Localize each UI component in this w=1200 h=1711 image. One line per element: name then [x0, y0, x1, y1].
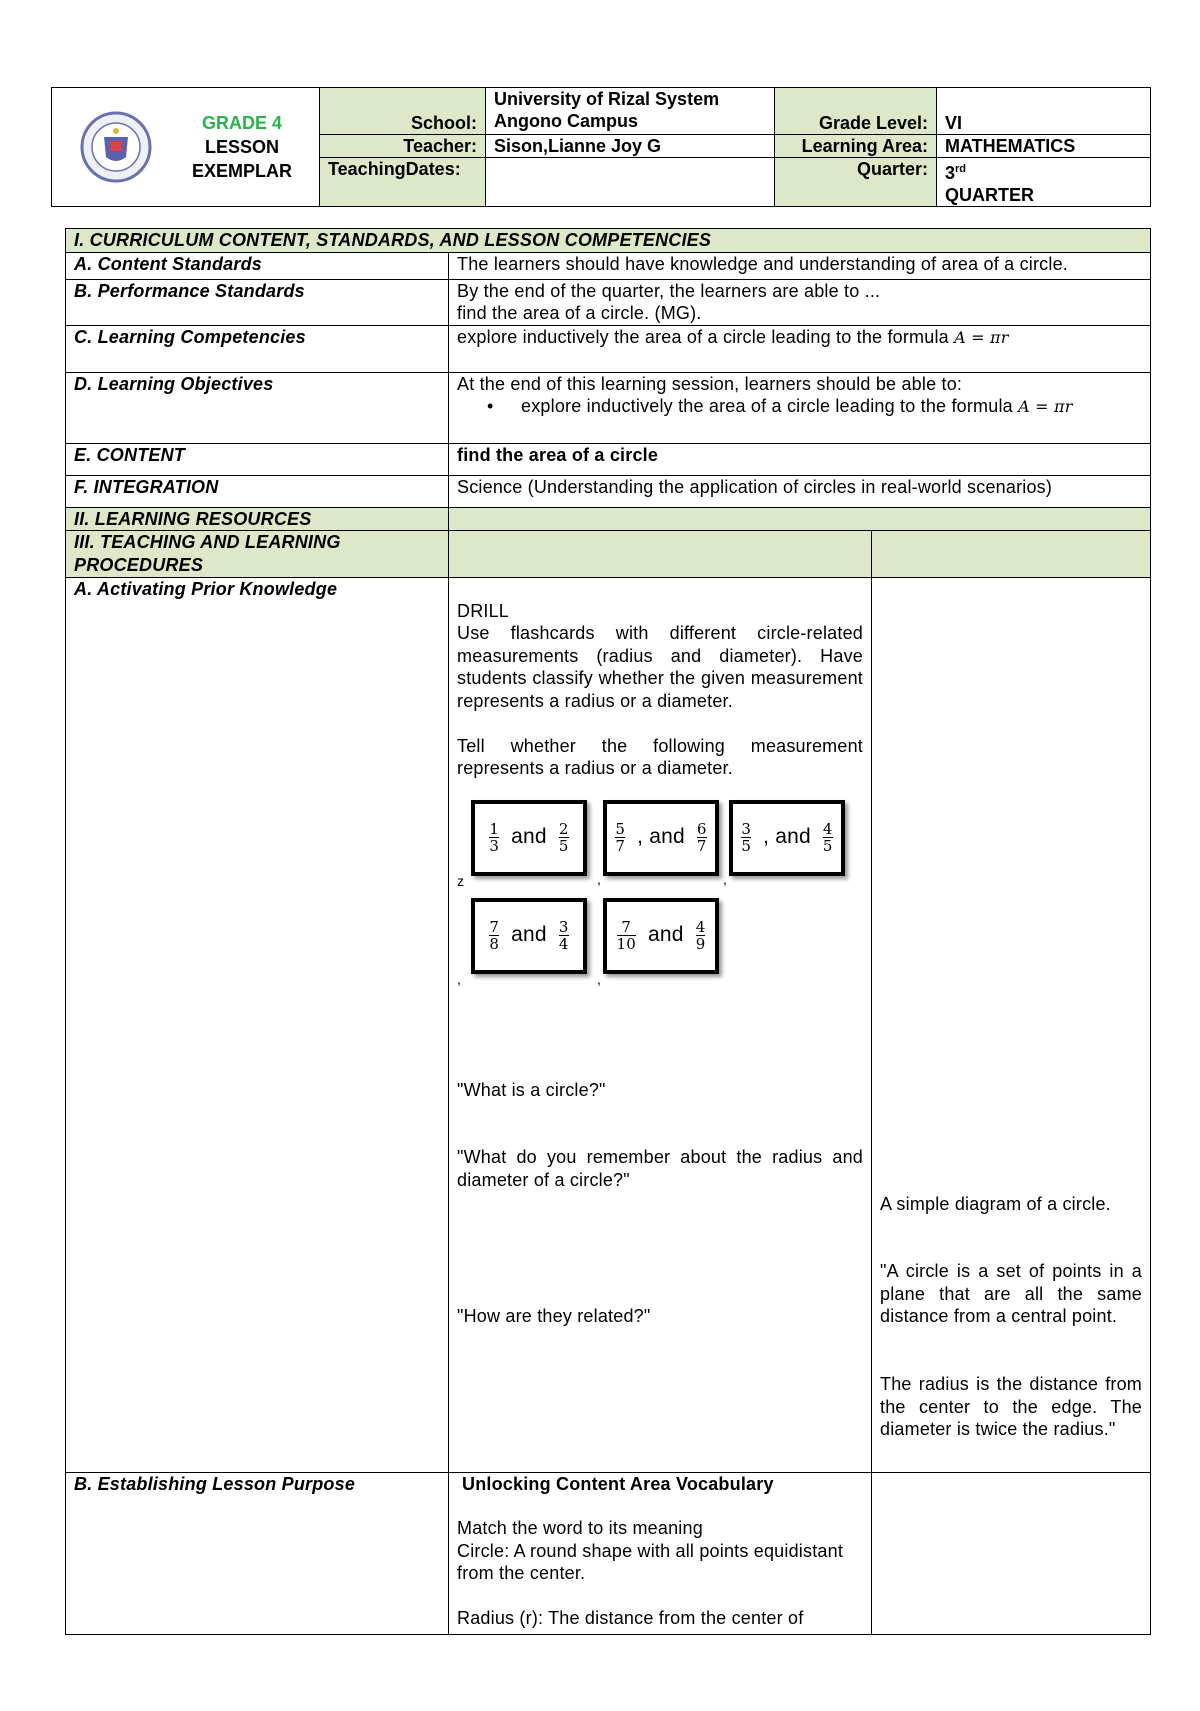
fraction-separator: and: [642, 923, 690, 947]
grade-level-value: VI: [937, 88, 1151, 135]
performance-standards-label: B. Performance Standards: [66, 279, 449, 325]
fraction-separator: and: [505, 825, 553, 849]
fraction: [489, 919, 499, 952]
numerator: 3: [741, 820, 752, 839]
fraction: [823, 821, 833, 854]
learning-competencies-value: [449, 325, 1151, 372]
dates-value: [486, 158, 775, 207]
denominator: 5: [558, 837, 569, 856]
mark-z: z: [457, 872, 465, 889]
quarter-value: [937, 158, 1151, 207]
learning-objectives-label: D. Learning Objectives: [66, 372, 449, 443]
numerator: 7: [489, 918, 500, 937]
quarter-number: 3: [945, 163, 956, 183]
objectives-item: [487, 395, 1142, 419]
fraction: [617, 919, 637, 952]
activating-answers: [872, 577, 1151, 1472]
vocab-radius: Radius (r): The distance from the center of: [457, 1607, 804, 1628]
fraction: [559, 821, 569, 854]
objectives-formula: A = πr: [1018, 397, 1073, 417]
school-name: University of Rizal System: [494, 89, 720, 109]
denominator: 7: [615, 837, 626, 856]
fraction-separator: , and: [631, 825, 691, 849]
numerator: 6: [696, 820, 707, 839]
procedures-section-title: III. TEACHING AND LEARNING PROCEDURES: [66, 531, 449, 577]
content-value: find the area of a circle: [449, 443, 1151, 475]
numerator: 5: [615, 820, 626, 839]
drill-text: Use flashcards with different circle-related measurements (radius and diameter). Have students classify whether the given measurement represents a radius or a diameter.: [457, 623, 863, 711]
grade-title: GRADE 4: [202, 113, 283, 133]
content-standards-label: A. Content Standards: [66, 252, 449, 279]
learning-area-label: Learning Area:: [775, 135, 937, 158]
deped-seal-icon: [80, 111, 152, 183]
fraction: [741, 821, 751, 854]
performance-line-2: find the area of a circle. (MG).: [457, 303, 702, 324]
quarter-label: Quarter:: [775, 158, 937, 207]
dates-label: TeachingDates:: [320, 158, 486, 207]
numerator: 7: [621, 918, 632, 937]
competencies-text: explore inductively the area of a circle leading to the formula: [457, 326, 949, 347]
mark-comma: ,: [457, 970, 462, 987]
fraction: [559, 919, 569, 952]
school-campus: Angono Campus: [494, 111, 638, 131]
purpose-label: B. Establishing Lesson Purpose: [66, 1472, 449, 1634]
denominator: 5: [741, 837, 752, 856]
fraction: [696, 919, 706, 952]
teacher-label: Teacher:: [320, 135, 486, 158]
question-remember: "What do you remember about the radius and diameter of a circle?": [457, 1147, 863, 1190]
radius-definition: The radius is the distance from the center to the edge. The diameter is twice the radius.": [880, 1373, 1142, 1440]
resources-blank: [449, 507, 1151, 531]
drill-title: DRILL: [457, 600, 510, 621]
flashcard: [471, 898, 587, 974]
numerator: 4: [695, 918, 706, 937]
denominator: 4: [558, 935, 569, 954]
lesson-title: LESSON: [205, 137, 280, 157]
competencies-formula: A = πr: [954, 327, 1009, 347]
logo-cell: [52, 88, 320, 207]
fraction-separator: and: [505, 923, 553, 947]
performance-line-1: By the end of the quarter, the learners are able to ...: [457, 280, 881, 301]
question-circle: "What is a circle?": [457, 1079, 606, 1100]
fraction: [615, 821, 625, 854]
fraction: [489, 821, 499, 854]
flashcard: [729, 800, 845, 876]
denominator: 3: [489, 837, 500, 856]
mark-comma: ,: [597, 870, 602, 887]
content-standards-value: The learners should have knowledge and understanding of area of a circle.: [449, 252, 1151, 279]
tell-text: Tell whether the following measurement represents a radius or a diameter.: [457, 735, 863, 779]
flashcards: [457, 794, 863, 1014]
school-value: [486, 88, 775, 135]
activating-content: [449, 577, 872, 1472]
numerator: 3: [558, 918, 569, 937]
bullet-icon: •: [487, 396, 494, 417]
fraction: [697, 821, 707, 854]
learning-area-value: MATHEMATICS: [937, 135, 1151, 158]
circle-definition: "A circle is a set of points in a plane that are all the same distance from a central point.: [880, 1261, 1142, 1327]
teacher-value: Sison,Lianne Joy G: [486, 135, 775, 158]
objectives-item-text: explore inductively the area of a circle leading to the formula: [521, 396, 1013, 417]
fraction-separator: , and: [757, 825, 817, 849]
learning-objectives-value: [449, 372, 1151, 443]
denominator: 7: [696, 837, 707, 856]
purpose-content: [449, 1472, 872, 1634]
performance-standards-value: [449, 279, 1151, 325]
vocab-circle: Circle: A round shape with all points equidistant from the center.: [457, 1540, 844, 1584]
resources-section-title: II. LEARNING RESOURCES: [66, 507, 449, 531]
purpose-blank: [872, 1472, 1151, 1634]
integration-label: F. INTEGRATION: [66, 475, 449, 507]
grade-level-label: Grade Level:: [775, 88, 937, 135]
procedures-blank-1: [449, 531, 872, 577]
mark-comma: ,: [723, 870, 728, 887]
question-related: "How are they related?": [457, 1305, 651, 1326]
procedures-blank-2: [872, 531, 1151, 577]
activating-label: A. Activating Prior Knowledge: [66, 577, 449, 1472]
quarter-word: QUARTER: [945, 185, 1034, 205]
objectives-intro: At the end of this learning session, learners should be able to:: [457, 373, 963, 394]
flashcard: [603, 800, 719, 876]
mark-comma: ,: [597, 970, 602, 987]
integration-value: Science (Understanding the application of circles in real-world scenarios): [449, 475, 1151, 507]
diagram-note: A simple diagram of a circle.: [880, 1193, 1111, 1214]
denominator: 5: [822, 837, 833, 856]
flashcard: [471, 800, 587, 876]
flashcard: [603, 898, 719, 974]
lesson-table: [65, 228, 1151, 1635]
vocabulary-title: Unlocking Content Area Vocabulary: [462, 1473, 774, 1494]
learning-competencies-label: C. Learning Competencies: [66, 325, 449, 372]
denominator: 10: [616, 935, 637, 954]
numerator: 2: [558, 820, 569, 839]
match-instruction: Match the word to its meaning: [457, 1518, 703, 1539]
school-label: School:: [320, 88, 486, 135]
header-table: [51, 87, 1151, 207]
denominator: 8: [489, 935, 500, 954]
exemplar-title: EXEMPLAR: [192, 161, 293, 181]
numerator: 1: [489, 820, 500, 839]
numerator: 4: [822, 820, 833, 839]
denominator: 9: [695, 935, 706, 954]
content-label: E. CONTENT: [66, 443, 449, 475]
quarter-suffix: rd: [955, 163, 967, 175]
curriculum-section-title: I. CURRICULUM CONTENT, STANDARDS, AND LESSON COMPETENCIES: [66, 229, 1151, 253]
